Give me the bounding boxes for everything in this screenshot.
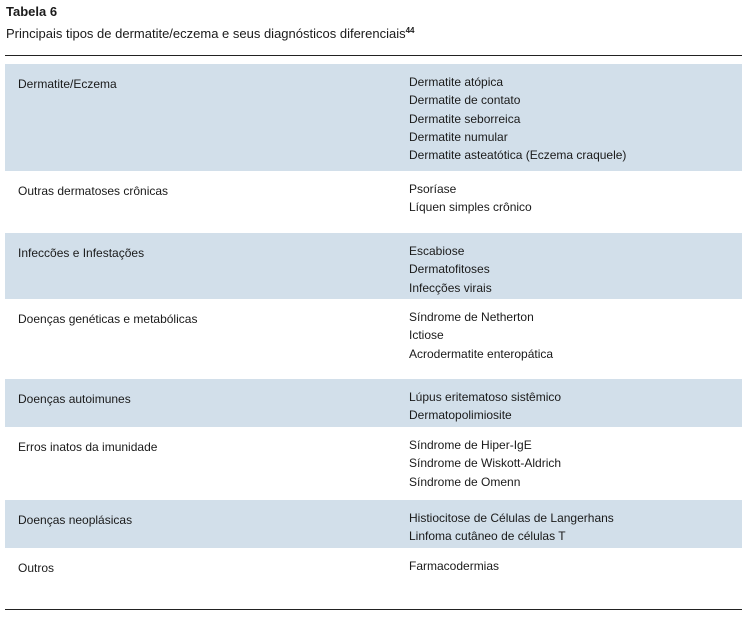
diagnosis-item: Dermatite asteatótica (Eczema craquele) [409, 148, 627, 163]
diagnosis-item: Síndrome de Hiper-IgE [409, 438, 532, 452]
diagnosis-item: Infecções virais [409, 280, 492, 295]
diagnosis-item: Dermatite atópica [409, 75, 504, 89]
bottom-rule [5, 609, 742, 610]
diagnosis-list [409, 388, 561, 425]
table-row [5, 64, 742, 171]
diagnosis-item: Dermatofitoses [409, 262, 490, 277]
row-category: Infeccões e Infestações [18, 246, 145, 260]
diagnosis-list [409, 242, 492, 297]
row-category: Outras dermatoses crônicas [18, 184, 169, 198]
diagnosis-list [409, 509, 614, 546]
table-row [5, 299, 742, 379]
row-category: Erros inatos da imunidade [18, 440, 158, 454]
diagnosis-item: Farmacodermias [409, 559, 500, 573]
diagnosis-item: Escabiose [409, 244, 465, 258]
caption-text: Principais tipos de dermatite/eczema e seus diagnósticos diferenciais [6, 26, 406, 41]
diagnosis-item: Dermatite seborreica [409, 111, 521, 126]
diagnosis-list [409, 436, 561, 491]
diagnosis-item: Síndrome de Wiskott-Aldrich [409, 456, 562, 471]
reference-superscript: 44 [405, 26, 415, 35]
row-category: Doenças autoimunes [18, 392, 131, 406]
row-category: Dermatite/Eczema [18, 77, 117, 91]
row-category: Outros [18, 561, 55, 575]
diagnosis-list [409, 180, 532, 217]
table-row [5, 427, 742, 500]
row-category: Doenças neoplásicas [18, 513, 133, 527]
table-body [5, 64, 742, 601]
diagnosis-item: Acrodermatite enteropática [409, 346, 554, 361]
diagnosis-item: Lúpus eritematoso sistêmico [409, 390, 562, 404]
table-number: Tabela 6 [6, 4, 58, 19]
diagnosis-list [409, 557, 499, 575]
diagnosis-item: Síndrome de Omenn [409, 474, 521, 489]
diagnosis-item: Síndrome de Netherton [409, 310, 534, 324]
diagnosis-item: Linfoma cutâneo de células T [409, 529, 566, 544]
diagnosis-item: Dermatite numular [409, 129, 508, 144]
diagnosis-item: Histiocitose de Células de Langerhans [409, 511, 614, 525]
table-row [5, 500, 742, 548]
table-row [5, 171, 742, 233]
table-row [5, 233, 742, 299]
table-row [5, 379, 742, 427]
diagnosis-item: Dermatopolimiosite [409, 408, 512, 423]
diagnosis-item: Ictiose [409, 328, 444, 343]
diagnosis-item: Dermatite de contato [409, 93, 521, 108]
diagnosis-item: Líquen simples crônico [409, 200, 532, 215]
table-caption [6, 22, 415, 43]
diagnosis-item: Psoríase [409, 182, 457, 196]
diagnosis-list [409, 73, 626, 164]
diagnosis-list [409, 308, 553, 363]
row-category: Doenças genéticas e metabólicas [18, 312, 198, 326]
top-rule [5, 55, 742, 56]
table-row [5, 548, 742, 601]
